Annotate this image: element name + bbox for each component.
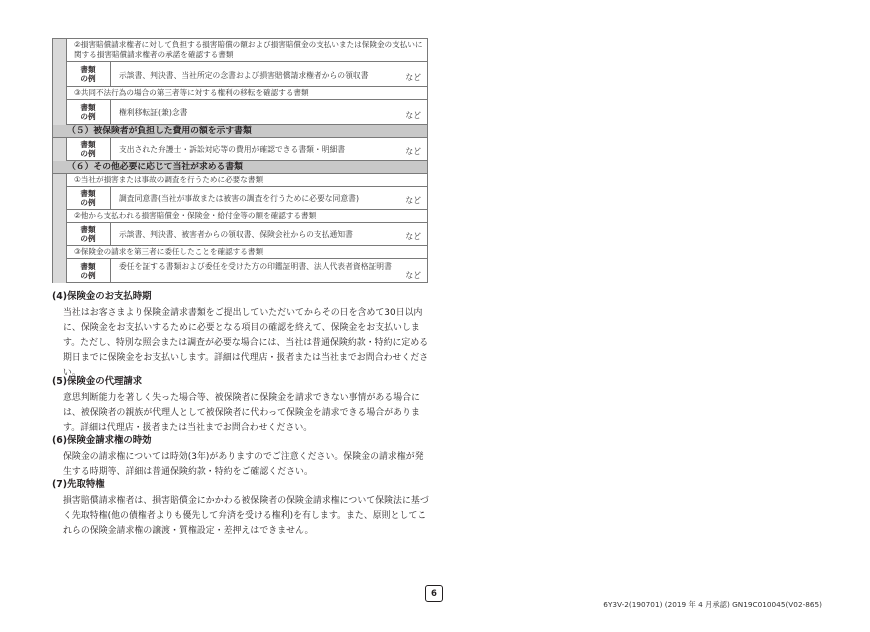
row-text: 示談書、判決書、被害者からの領収書、保険会社からの支払通知書 など — [119, 229, 421, 241]
row-text: 支出された弁護士・訴訟対応等の費用が確認できる書類・明細書 など — [119, 144, 421, 156]
table-row — [66, 259, 427, 283]
section-body: 保険金の請求権については時効(3年)がありますのでご注意ください。保険金の請求権が発生する時期等、詳細は普通保険約款・特約をご確認ください。 — [63, 452, 424, 477]
section-title: (5)保険金の代理請求 — [52, 376, 143, 387]
row-label: 書類 の例 — [66, 62, 111, 86]
row-label: 書類 の例 — [66, 187, 111, 209]
table-sub-heading: ①当社が損害または事故の調査を行うために必要な書類 — [66, 174, 427, 187]
page-number: 6 — [425, 585, 443, 602]
row-label: 書類 の例 — [66, 100, 111, 124]
section-payment-timing — [52, 290, 432, 381]
row-text: 示談書、判決書、当社所定の念書および損害賠償請求権者からの領収書 など — [119, 71, 421, 82]
document-code: 6Y3V-2(190701) (2019 年 4 月承認) GN19C010045(V02-865) — [603, 600, 822, 609]
table-row — [66, 62, 427, 87]
table-sub-heading: ②損害賠償請求権者に対して負担する損害賠償の額および損害賠償金の支払いまたは保険金の支払いに関する損害賠償請求権者の承諾を確認する書類 — [66, 39, 427, 62]
section-title: (7)先取特権 — [52, 479, 105, 490]
row-label: 書類 の例 — [66, 138, 111, 160]
row-text: 権利移転証(兼)念書 など — [119, 107, 421, 120]
table-sub-heading: ③保険金の請求を第三者に委任したことを確認する書類 — [66, 246, 427, 259]
required-documents-table — [52, 38, 428, 283]
table-section-heading: （５）被保険者が負担した費用の額を示す書類 — [53, 125, 427, 138]
table-row — [66, 187, 427, 210]
row-text: 委任を証する書類および委任を受けた方の印鑑証明書、法人代表者資格証明書 など — [119, 262, 421, 280]
table-row — [66, 100, 427, 125]
table-sub-heading: ③共同不法行為の場合の第三者等に対する権利の移転を確認する書類 — [66, 87, 427, 100]
row-label: 書類 の例 — [66, 259, 111, 282]
section-claim-limitation — [52, 434, 432, 480]
section-title: (4)保険金のお支払時期 — [52, 291, 152, 302]
row-text: 調査同意書(当社が事故または被害の調査を行うために必要な同意書) など — [119, 193, 421, 205]
section-title: (6)保険金請求権の時効 — [52, 435, 152, 446]
table-row — [66, 223, 427, 246]
section-body: 当社はお客さまより保険金請求書類をご提出していただいてからその日を含めて30日以内に、保険金をお支払いするために必要となる項目の確認を終えて、保険金をお支払いします。ただし、特別な照会または調査が必要な場合には、当社は普通保険約款・特約に定める期日までに保険金をお支払いします。詳細は代理店・扱者または当社までお問合わせください。 — [63, 308, 429, 378]
table-sub-heading: ②他から支払われる損害賠償金・保険金・給付金等の額を確認する書類 — [66, 210, 427, 223]
section-statutory-lien — [52, 478, 432, 539]
row-label: 書類 の例 — [66, 223, 111, 245]
section-proxy-claim — [52, 375, 432, 436]
table-row — [66, 138, 427, 161]
section-body: 損害賠償請求権者は、損害賠償金にかかわる被保険者の保険金請求権について保険法に基づく先取特権(他の債権者よりも優先して弁済を受ける権利)を有します。また、原則としてこれらの保険金請求権の譲渡・質権設定・差押えはできません。 — [63, 496, 429, 536]
section-body: 意思判断能力を著しく失った場合等、被保険者に保険金を請求できない事情がある場合には、被保険者の親族が代理人として被保険者に代わって保険金を請求できる場合があります。詳細は代理店・扱者または当社までお問合わせください。 — [63, 393, 420, 433]
table-section-heading: （６）その他必要に応じて当社が求める書類 — [53, 161, 427, 174]
